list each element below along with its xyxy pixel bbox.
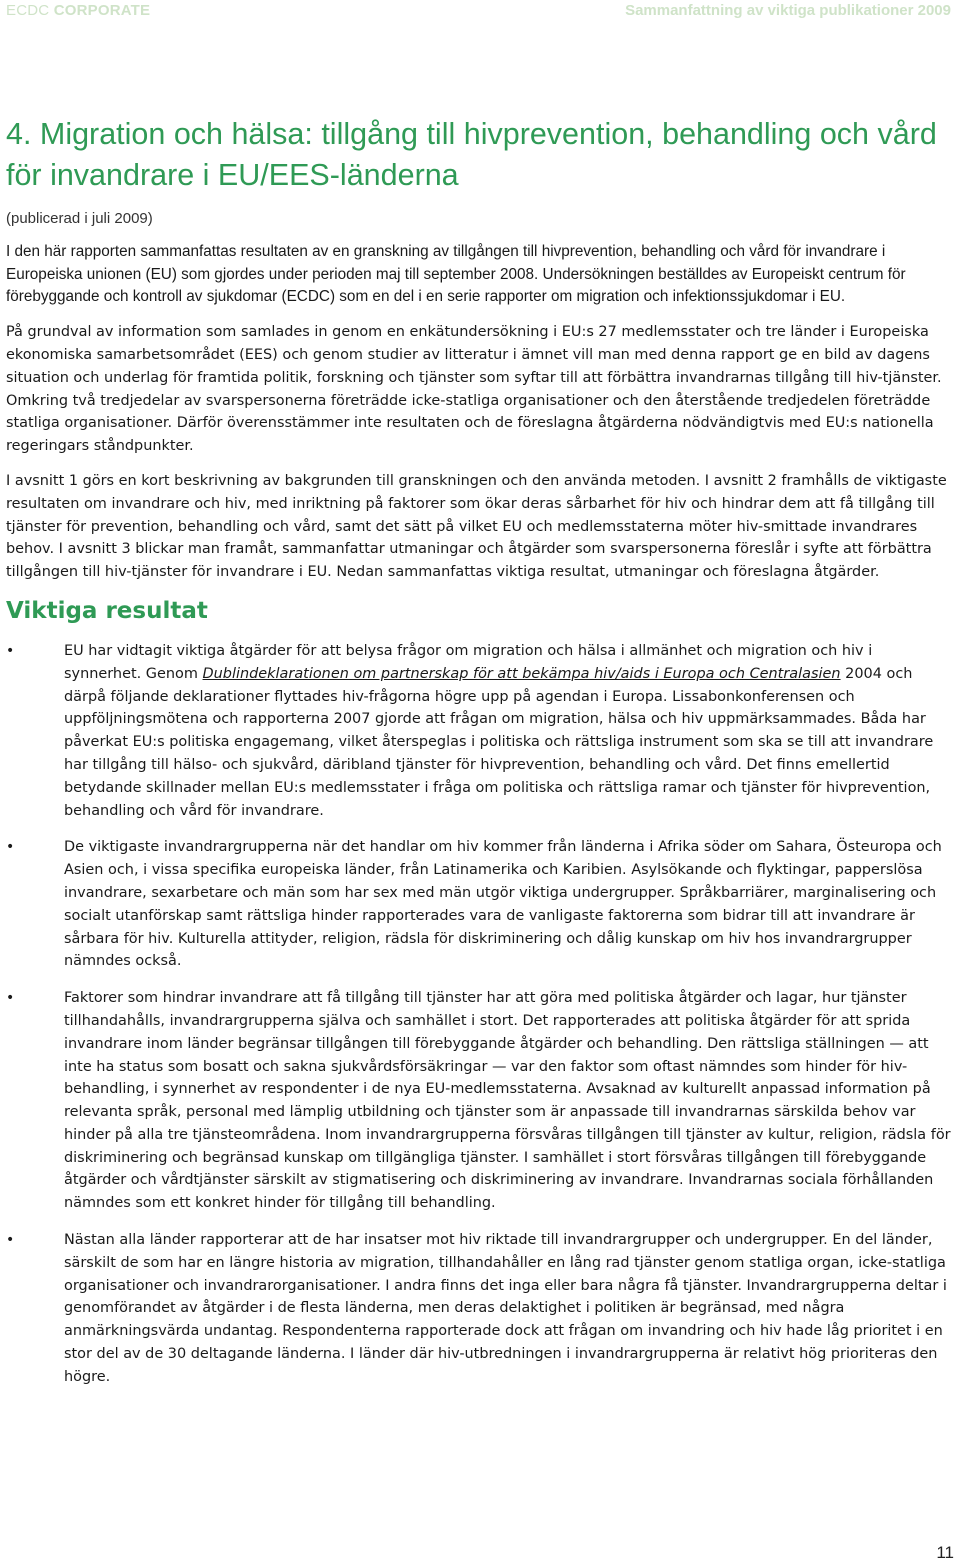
list-item	[6, 836, 952, 973]
list-item	[6, 987, 952, 1215]
publication-date: (publicerad i juli 2009)	[6, 210, 153, 227]
running-title: Sammanfattning av viktiga publikationer 2009	[625, 2, 951, 19]
page-number: 11	[936, 1543, 954, 1562]
section-title: 4. Migration och hälsa: tillgång till hivprevention, behandling och vård för invandrare i EU/EES-länderna	[6, 117, 937, 192]
document-body	[6, 114, 952, 1403]
bullet-icon: •	[6, 990, 15, 1007]
item-text: Nästan alla länder rapporterar att de har insatser mot hiv riktade till invandrargrupper och undergrupper. En del länder, särskilt de som har en längre historia av migration, tillhandahåller en lång rad tjänster genom statliga organ, icke-statliga organisationer och invandrarorganisationer. I andra finns det inga eller bara några få tjänster. Invandrargrupperna deltar i genomförandet av åtgärder i de flesta länderna, men deras delaktighet i politiken är begränsad, med några anmärkningsvärda undantag. Respondenterna rapporterade dock att frågan om invandring och hiv hade låg prioritet i en stor del av de 30 deltagande länderna. I länder där hiv-utbredningen i invandrargrupperna är relativt hög prioriteras den högre.	[64, 1232, 947, 1385]
results-heading: Viktiga resultat	[6, 597, 208, 624]
page-header	[0, 0, 960, 26]
item-text: 2004 och därpå följande deklarationer flyttades hiv-frågorna högre upp på agendan i Europa. Lissabonkonferensen och uppföljningsmötena och rapporterna 2007 gjorde att frågan om migration, hälsa och hiv uppmärksammades. Båda har påverkat EU:s politiska engagemang, vilket återspeglas i politiska och rättsliga instrument som ska se till att invandrare har tillgång till hälso- och sjukvård, däribland tjänster för hivprevention, behandling och vård. Det finns emellertid betydande skillnader mellan EU:s medlemsstater i fråga om politiska och rättsliga ramar och tjänster för hivprevention, behandling och vård för invandrare.	[64, 665, 934, 819]
dublin-declaration-link[interactable]: Dublindeklarationen om partnerskap för att bekämpa hiv/aids i Europa och Centralasien	[202, 665, 841, 682]
paragraph-method: På grundval av information som samlades in genom en enkätundersökning i EU:s 27 medlemsstater och tre länder i Europeiska ekonomiska samarbetsområdet (EES) och genom studier av litteratur i ämnet vill man med denna rapport ge en bild av dagens situation och underlag för framtida politik, forskning och tjänster som syftar till att förbättra invandrarnas tillgång till hiv-tjänster. Omkring två tredjedelar av svarspersonerna företrädde icke-statliga organisationer och den återstående tredjedelen företrädde statliga organisationer. Därför överensstämmer inte resultaten och de föreslagna åtgärderna nödvändigtvis med EU:s nationella regeringars ståndpunkter.	[6, 324, 942, 455]
brand-logo	[6, 2, 150, 19]
item-text: EU har vidtagit viktiga åtgärder för att belysa frågor om migration och hälsa i allmänhet och migration och hiv i synnerhet. Genom	[64, 642, 873, 682]
intro-paragraph: I den här rapporten sammanfattas resultaten av en granskning av tillgången till hivprevention, behandling och vård för invandrare i Europeiska unionen (EU) som gjordes under perioden maj till september 2008. Undersökningen beställdes av Europeiskt centrum för förebyggande och kontroll av sjukdomar (ECDC) som en del i en serie rapporter om migration och infektionssjukdomar i EU.	[6, 242, 906, 306]
brand-prefix: ECDC	[6, 2, 50, 19]
bullet-icon: •	[6, 839, 15, 856]
item-text: Faktorer som hindrar invandrare att få tillgång till tjänster har att göra med politiska åtgärder och lagar, hur tjänster tillhandahålls, invandrargrupperna själva och samhället i stort. Det rapporterades att politiska åtgärder för att sprida invandrare inom länder begränsar tillgången till förebyggande åtgärder och behandling. Den rättsliga ställningen — att inte ha status som bosatt och sakna sjukvårdsförsäkringar — var den faktor som oftast nämndes som hinder för hiv-behandling, i synnerhet av respondenter i de nya EU-medlemsstaterna. Avsaknad av kulturellt anpassad information på relevanta språk, personal med lämplig utbildning och tjänster som är anpassade till invandrarnas särskilda behov var hinder på alla tre tjänsteområdena. Inom invandrargrupperna försvåras tillgången till tjänster av kultur, religion, rädsla för diskriminering och begränsad kunskap om tillgängliga tjänster. I samhället i stort försvåras tillgången till förebyggande åtgärder och vårdtjänster särskilt av stigmatisering och diskriminering av invandrare. Invandrarnas sociala förhållanden nämndes som ett konkret hinder för tillgång till behandling.	[64, 990, 951, 1212]
results-list	[6, 640, 952, 1389]
list-item	[6, 1229, 952, 1389]
bullet-icon: •	[6, 642, 15, 659]
item-text: De viktigaste invandrargrupperna när det handlar om hiv kommer från länderna i Afrika söder om Sahara, Östeuropa och Asien och, i vissa specifika europeiska länder, från Latinamerika och Karibien. Asylsökande och flyktingar, papperslösa invandrare, sexarbetare och män som har sex med män utgör viktiga undergrupper. Språkbarriärer, marginalisering och socialt utanförskap samt rättsliga hinder rapporterades vara de vanligaste faktorerna som bidrar till att invandrare är sårbara för hiv. Kulturella attityder, religion, rädsla för diskriminering och dålig kunskap om hiv hos invandrargrupper nämndes också.	[64, 839, 942, 970]
list-item	[6, 640, 952, 822]
brand-bold: CORPORATE	[53, 2, 151, 19]
paragraph-structure: I avsnitt 1 görs en kort beskrivning av bakgrunden till granskningen och den använda metoden. I avsnitt 2 framhålls de viktigaste resultaten om invandrare och hiv, med inriktning på faktorer som ökar deras sårbarhet för hiv och hindrar dem att få tillgång till tjänster för prevention, behandling och vård, samt det sätt på vilket EU och medlemsstaterna möter hiv-smittade invandrares behov. I avsnitt 3 blickar man framåt, sammanfattar utmaningar och åtgärder som svarspersonerna föreslår i syfte att förbättra tillgången till hiv-tjänster för invandrare i EU. Nedan sammanfattas viktiga resultat, utmaningar och föreslagna åtgärder.	[6, 472, 947, 581]
bullet-icon: •	[6, 1232, 15, 1249]
